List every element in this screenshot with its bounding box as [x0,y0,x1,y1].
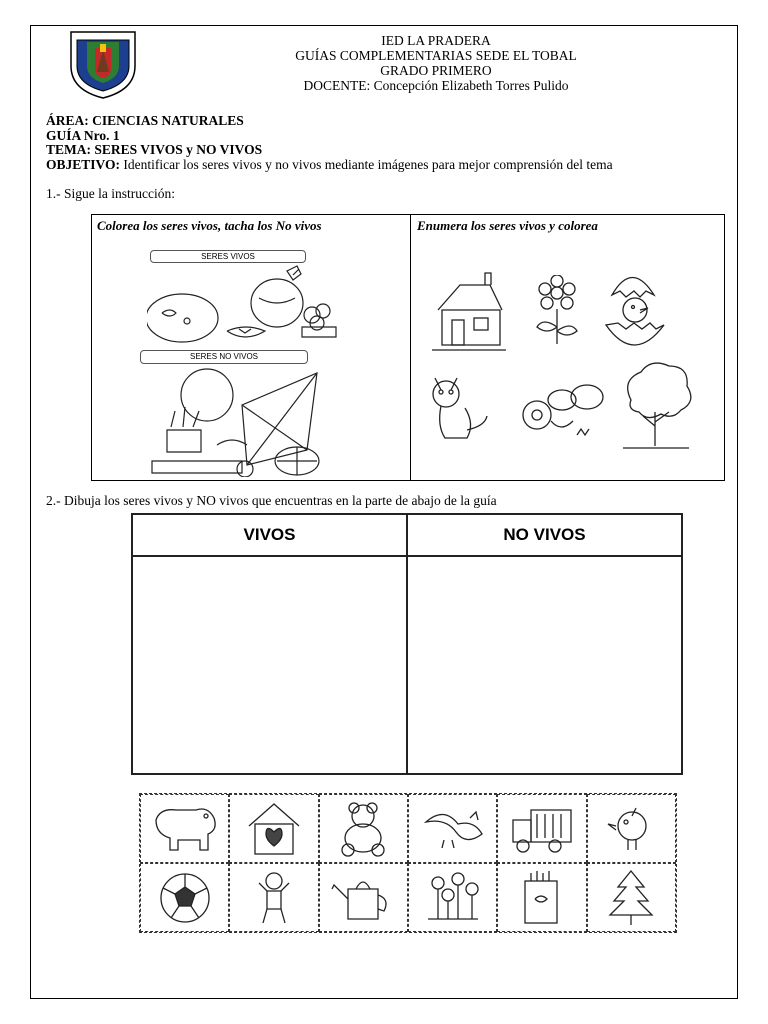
pine-tree-icon [596,869,666,927]
grade-line: GRADO PRIMERO [380,63,492,78]
column-header-no-vivos: NO VIVOS [408,515,681,557]
crayon-box-icon [507,869,577,927]
exercise1-instruction: 1.- Sigue la instrucción: [46,186,175,201]
nonliving-objects-illustration [147,365,357,477]
grid-cell [497,794,586,863]
guide-info [46,114,726,172]
grid-cell [587,863,676,932]
guide-value: 1 [112,127,120,143]
watering-can-icon [328,869,398,927]
cutout-image-grid [139,793,677,933]
exercise1-table [91,214,725,481]
school-name: IED LA PRADERA [381,33,491,48]
flowers-icon [517,375,607,445]
chick-in-egg-icon [600,265,670,355]
worksheet-page [30,25,738,999]
grid-cell [408,863,497,932]
chick-icon [596,800,666,858]
label-seres-no-vivos: SERES NO VIVOS [140,350,308,364]
bird-icon [418,800,488,858]
area-label: ÁREA: [46,113,89,128]
document-header [151,33,721,93]
birdhouse-icon [239,800,309,858]
exercise2-instruction: 2.- Dibuja los seres vivos y NO vivos que encuentras en la parte de abajo de la guía [46,493,497,508]
table-divider [410,215,411,480]
cat-icon [427,370,492,445]
toy-truck-icon [507,800,577,858]
grid-cell [229,863,318,932]
grid-cell [140,794,229,863]
column-header-vivos: VIVOS [133,515,406,557]
area-value: CIENCIAS NATURALES [92,113,244,128]
grid-cell [587,794,676,863]
bear-icon [150,800,220,858]
grid-cell [408,794,497,863]
objective-label: OBJETIVO: [46,156,120,172]
topic-label: TEMA: [46,142,91,157]
guide-label: GUÍA Nro. [46,127,110,143]
grid-cell [140,863,229,932]
house-icon [430,270,510,355]
soccer-ball-icon [150,869,220,927]
label-seres-vivos: SERES VIVOS [150,250,306,263]
teacher-line: DOCENTE: Concepción Elizabeth Torres Pulido [303,78,569,93]
school-shield-logo [65,28,141,100]
topic-value: SERES VIVOS y NO VIVOS [94,142,263,157]
objective-value: Identificar los seres vivos y no vivos mediante imágenes para mejor comprensión del tema [123,156,613,172]
grid-cell [319,794,408,863]
left-cell-title: Colorea los seres vivos, tacha los No vivos [97,218,322,233]
grid-cell [229,794,318,863]
teddy-bear-icon [328,800,398,858]
column-divider [406,515,408,773]
flowers-icon [418,869,488,927]
grid-cell [497,863,586,932]
tree-icon [617,360,697,455]
flower-icon [527,275,587,350]
vivos-no-vivos-table [131,513,683,775]
living-beings-illustration [147,263,347,343]
child-icon [239,869,309,927]
right-cell-title: Enumera los seres vivos y colorea [417,218,598,233]
grid-cell [319,863,408,932]
guide-subtitle: GUÍAS COMPLEMENTARIAS SEDE EL TOBAL [295,48,577,63]
